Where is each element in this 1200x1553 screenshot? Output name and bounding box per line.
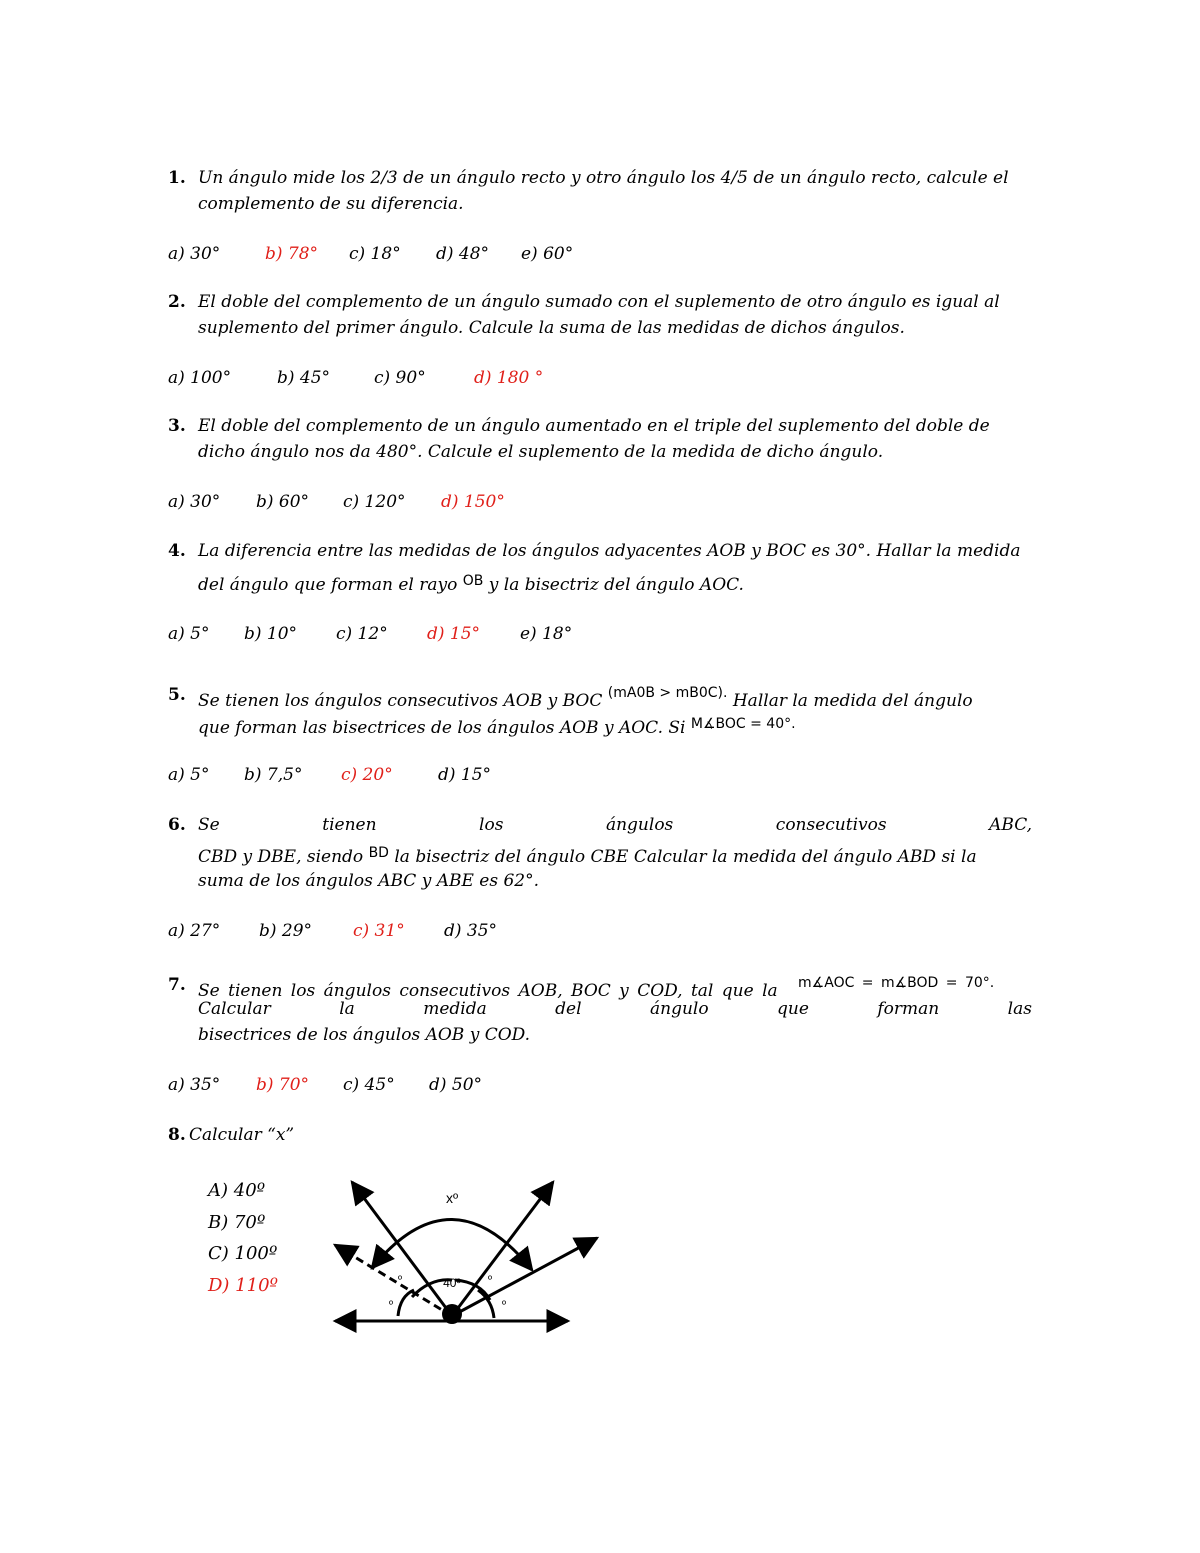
option: a) 5° xyxy=(168,624,210,644)
question-text: suplemento del primer ángulo. Calcule la suma de las medidas de dichos ángulos. xyxy=(198,318,905,338)
question-number: 6. xyxy=(168,815,186,835)
option-correct: d) 150° xyxy=(441,492,505,512)
word: forman xyxy=(877,999,940,1019)
question-text xyxy=(198,716,796,738)
option: d) 35° xyxy=(444,921,498,941)
angle-arc xyxy=(398,1290,414,1316)
option: c) 90° xyxy=(374,368,426,388)
word: Calcular xyxy=(198,999,271,1019)
question-text: suma de los ángulos ABC y ABE es 62°. xyxy=(198,871,540,891)
word: ABC, xyxy=(989,815,1032,835)
option: a) 30° xyxy=(168,244,221,264)
ray-symbol: BD xyxy=(368,845,389,861)
option: c) 120° xyxy=(343,492,406,512)
option: d) 50° xyxy=(429,1075,483,1095)
label-x: xº xyxy=(445,1190,459,1206)
text-part: Se tienen los ángulos consecutivos AOB y BOC xyxy=(198,691,603,711)
option: b) 10° xyxy=(244,624,298,644)
option-correct: c) 20° xyxy=(341,765,393,785)
question-text xyxy=(198,573,744,595)
option: d) 15° xyxy=(438,765,492,785)
label-center-angle: 40º xyxy=(443,1276,461,1290)
word: que xyxy=(777,999,809,1019)
question-number: 5. xyxy=(168,685,186,705)
word: la xyxy=(339,999,355,1019)
angle-equation: m∡AOC = m∡BOD = 70°. xyxy=(798,975,995,991)
text-part: y la bisectriz del ángulo AOC. xyxy=(488,575,744,595)
ray xyxy=(452,1238,597,1316)
option: c) 12° xyxy=(336,624,388,644)
question-text: El doble del complemento de un ángulo sumado con el suplemento de otro ángulo es igual al xyxy=(198,292,1000,312)
option: a) 27° xyxy=(168,921,221,941)
option: C) 100º xyxy=(208,1243,278,1264)
question-text: La diferencia entre las medidas de los ángulos adyacentes AOB y BOC es 30°. Hallar la medida xyxy=(198,541,1021,561)
question-text xyxy=(198,975,994,1001)
question-text: bisectrices de los ángulos AOB y COD. xyxy=(198,1025,531,1045)
question-number: 3. xyxy=(168,416,186,436)
label-small: º xyxy=(389,1299,394,1311)
ray xyxy=(452,1182,553,1316)
word: ángulo xyxy=(650,999,709,1019)
option: c) 18° xyxy=(349,244,401,264)
question-text-justified xyxy=(198,815,1032,835)
question-text: dicho ángulo nos da 480°. Calcule el suplemento de la medida de dicho ángulo. xyxy=(198,442,884,462)
word: las xyxy=(1007,999,1032,1019)
word: Se xyxy=(198,815,220,835)
angle-arc-x xyxy=(372,1219,532,1270)
angle-figure xyxy=(320,1165,620,1345)
question-text xyxy=(198,685,973,711)
option: b) 29° xyxy=(259,921,313,941)
option: a) 100° xyxy=(168,368,232,388)
text-part: Hallar la medida del ángulo xyxy=(732,691,973,711)
option-correct: c) 31° xyxy=(353,921,405,941)
option: e) 60° xyxy=(521,244,574,264)
angle-relation: (mA0B > mB0C). xyxy=(607,685,728,701)
text-part: Se tienen los ángulos consecutivos AOB, BOC y COD, tal que la xyxy=(198,981,778,1001)
option-correct xyxy=(208,1275,278,1296)
word: ángulos xyxy=(605,815,674,835)
vertex-point xyxy=(442,1304,462,1324)
question-text-justified xyxy=(198,999,1032,1019)
question-text: complemento de su diferencia. xyxy=(198,194,464,214)
label-small: º xyxy=(502,1299,507,1311)
question-text xyxy=(198,845,977,867)
question-number: 2. xyxy=(168,292,186,312)
option: A) 40º xyxy=(208,1180,266,1201)
question-number: 7. xyxy=(168,975,186,995)
word: medida xyxy=(423,999,487,1019)
option-correct: d) 15° xyxy=(427,624,481,644)
question-text: Calcular “x” xyxy=(189,1125,295,1145)
text-part: que forman las bisectrices de los ángulos AOB y AOC. Si xyxy=(198,718,686,738)
word: del xyxy=(555,999,582,1019)
text-part: la bisectriz del ángulo CBE Calcular la medida del ángulo ABD si la xyxy=(394,847,977,867)
option: a) 35° xyxy=(168,1075,221,1095)
option: e) 18° xyxy=(520,624,573,644)
option-correct: b) 78° xyxy=(265,244,319,264)
option: a) 30° xyxy=(168,492,221,512)
label-small: º xyxy=(398,1274,403,1286)
option: B) 70º xyxy=(208,1212,266,1233)
option: a) 5° xyxy=(168,765,210,785)
text-part: del ángulo que forman el rayo xyxy=(198,575,458,595)
option: b) 45° xyxy=(277,368,331,388)
question-number: 4. xyxy=(168,541,186,561)
word: los xyxy=(479,815,504,835)
option-correct: d) 180 ° xyxy=(474,368,544,388)
ray xyxy=(352,1182,452,1316)
question-number: 1. xyxy=(168,168,186,188)
question-text: El doble del complemento de un ángulo aumentado en el triple del suplemento del doble de xyxy=(198,416,990,436)
question-number: 8. xyxy=(168,1125,186,1145)
ray-symbol: OB xyxy=(462,573,484,589)
angle-measure: M∡BOC = 40°. xyxy=(690,716,796,732)
option: d) 48° xyxy=(436,244,490,264)
option-text: D) 110º xyxy=(208,1275,278,1296)
option: b) 7,5° xyxy=(244,765,303,785)
question-text: Un ángulo mide los 2/3 de un ángulo recto y otro ángulo los 4/5 de un ángulo recto, calcule el xyxy=(198,168,1009,188)
option: c) 45° xyxy=(343,1075,395,1095)
word: consecutivos xyxy=(775,815,887,835)
word: tienen xyxy=(322,815,377,835)
text-part: CBD y DBE, siendo xyxy=(198,847,364,867)
label-small: º xyxy=(488,1274,493,1286)
option-correct: b) 70° xyxy=(256,1075,310,1095)
option: b) 60° xyxy=(256,492,310,512)
